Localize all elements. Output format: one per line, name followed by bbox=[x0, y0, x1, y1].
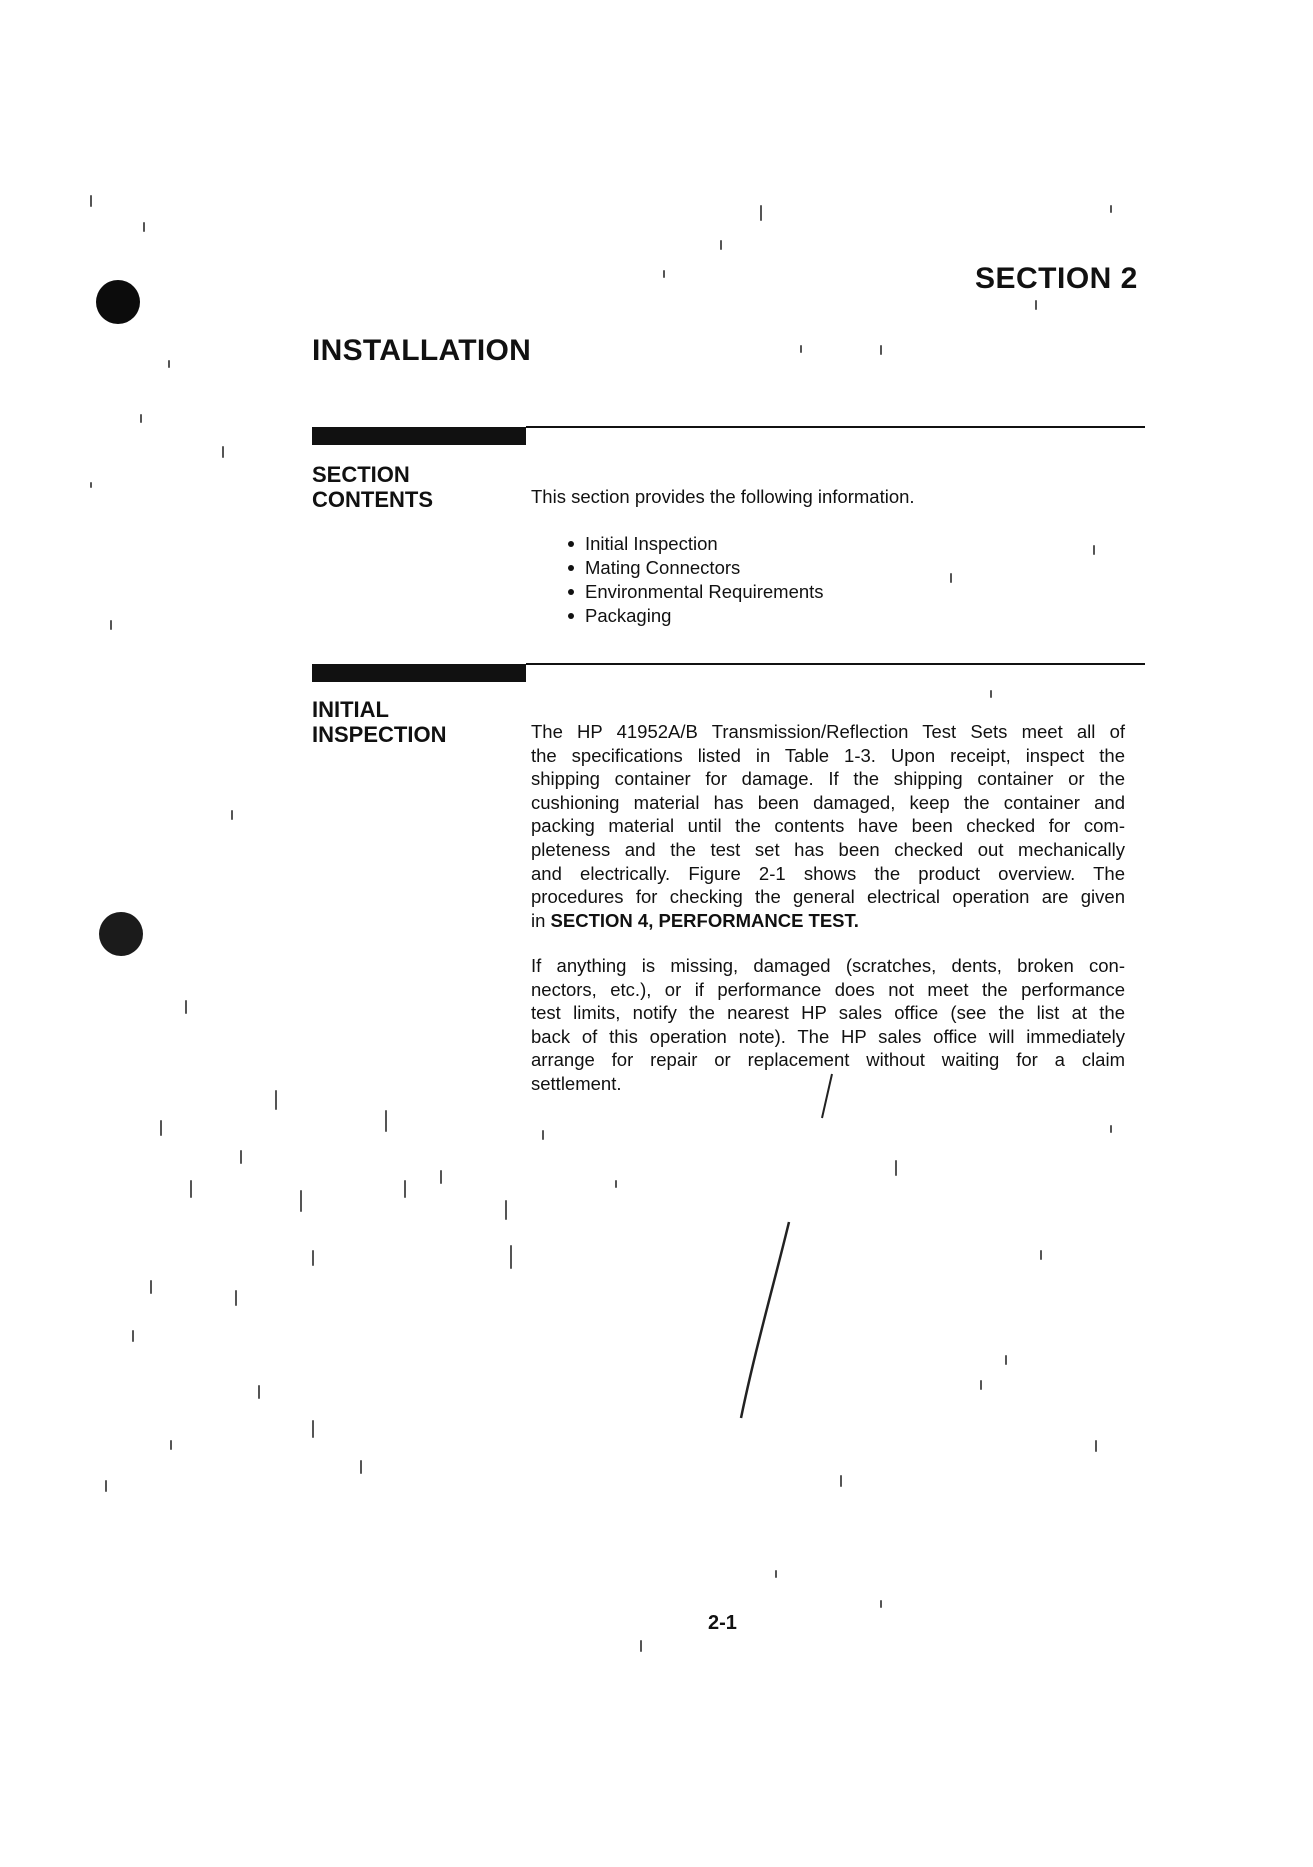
heading-line: SECTION bbox=[312, 462, 410, 487]
paragraph-line: test limits, notify the nearest HP sales office (see the list at the bbox=[531, 1002, 1125, 1024]
paragraph-last-line bbox=[531, 909, 1125, 933]
binder-hole-middle bbox=[99, 912, 143, 956]
paragraph-line: back of this operation note). The HP sales office will immediately bbox=[531, 1025, 1125, 1047]
pen-stroke-mark bbox=[735, 1220, 795, 1420]
paragraph-line: If anything is missing, damaged (scratches, dents, broken con- bbox=[531, 955, 1125, 976]
heading-line: INITIAL bbox=[312, 697, 389, 722]
list-item: Packaging bbox=[567, 604, 824, 628]
heading-bar-contents bbox=[312, 427, 526, 445]
paragraph-line: the specifications listed in Table 1-3. Upon receipt, inspect the bbox=[531, 744, 1125, 766]
binder-hole-top bbox=[96, 280, 140, 324]
heading-line: INSPECTION bbox=[312, 722, 447, 747]
pen-stroke-mark bbox=[818, 1072, 838, 1122]
inspection-paragraph-1 bbox=[531, 720, 1125, 932]
paragraph-line: shipping container for damage. If the shipping container or the bbox=[531, 768, 1125, 790]
paragraph-line: The HP 41952A/B Transmission/Reflection Test Sets meet all of bbox=[531, 721, 1125, 742]
paragraph-line: packing material until the contents have been checked for com- bbox=[531, 815, 1125, 837]
paragraph-line: nectors, etc.), or if performance does not meet the performance bbox=[531, 978, 1125, 1000]
paragraph-line: cushioning material has been damaged, keep the container and bbox=[531, 791, 1125, 813]
section-number-label: SECTION 2 bbox=[975, 262, 1138, 295]
paragraph-line: procedures for checking the general electrical operation are given bbox=[531, 886, 1125, 908]
list-item: Environmental Requirements bbox=[567, 580, 824, 604]
chapter-title: INSTALLATION bbox=[312, 334, 532, 367]
initial-inspection-heading bbox=[312, 697, 446, 747]
heading-line: CONTENTS bbox=[312, 487, 433, 512]
section-contents-list bbox=[567, 532, 824, 628]
performance-test-reference: SECTION 4, PERFORMANCE TEST. bbox=[550, 909, 859, 931]
heading-bar-inspection bbox=[312, 664, 526, 682]
divider-rule-contents bbox=[526, 426, 1145, 428]
paragraph-line: pleteness and the test set has been checked out mechanically bbox=[531, 838, 1125, 860]
paragraph-line: and electrically. Figure 2-1 shows the product overview. The bbox=[531, 862, 1125, 884]
list-item: Initial Inspection bbox=[567, 532, 824, 556]
page-number: 2-1 bbox=[708, 1612, 737, 1634]
list-item: Mating Connectors bbox=[567, 556, 824, 580]
reference-prefix: in bbox=[531, 909, 551, 931]
paragraph-last-line: settlement. bbox=[531, 1072, 622, 1094]
paragraph-line: arrange for repair or replacement without waiting for a claim bbox=[531, 1049, 1125, 1071]
divider-rule-inspection bbox=[526, 663, 1145, 665]
section-contents-heading bbox=[312, 462, 433, 512]
section-contents-intro: This section provides the following information. bbox=[531, 486, 915, 507]
